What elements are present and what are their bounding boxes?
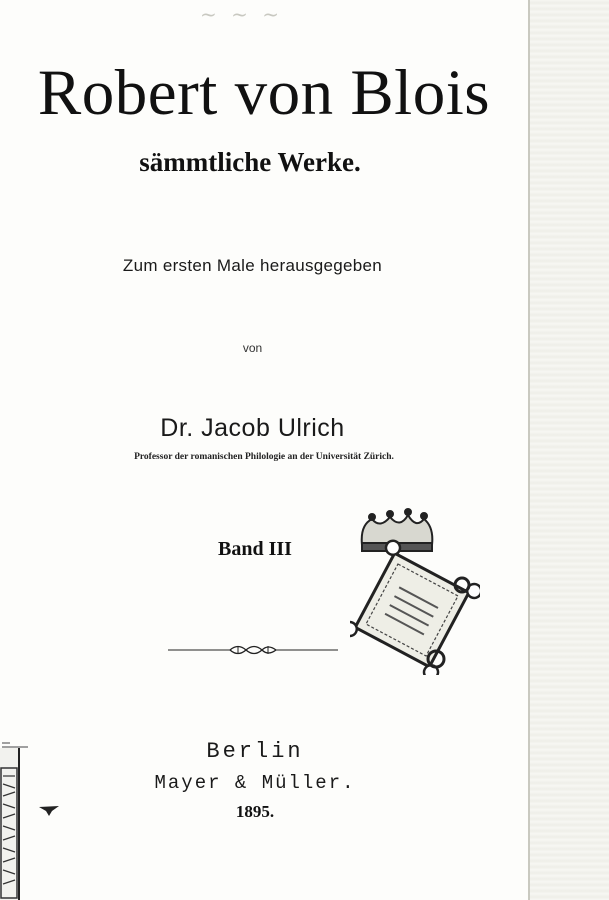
faint-bleed-through: ~ ~ ~ (200, 2, 283, 26)
author-affiliation: Professor der romanischen Philologie an der Universität Zürich. (134, 452, 394, 462)
library-label-strip (0, 748, 20, 900)
ink-mark-icon (38, 803, 60, 817)
publisher-name: Mayer & Müller. (154, 772, 356, 794)
scan-margin (528, 0, 609, 900)
book-subtitle: sämmtliche Werke. (139, 147, 361, 177)
publication-year: 1895. (235, 802, 275, 821)
by-line: von (242, 341, 263, 355)
volume-label: Band III (218, 538, 292, 560)
library-crown-stamp-icon (350, 505, 480, 675)
edition-note: Zum ersten Male herausgegeben (122, 256, 383, 275)
publication-city: Berlin (206, 739, 304, 764)
book-title: Robert von Blois (37, 57, 491, 129)
author-name: Dr. Jacob Ulrich (160, 414, 345, 442)
ornamental-rule-icon (168, 640, 338, 660)
